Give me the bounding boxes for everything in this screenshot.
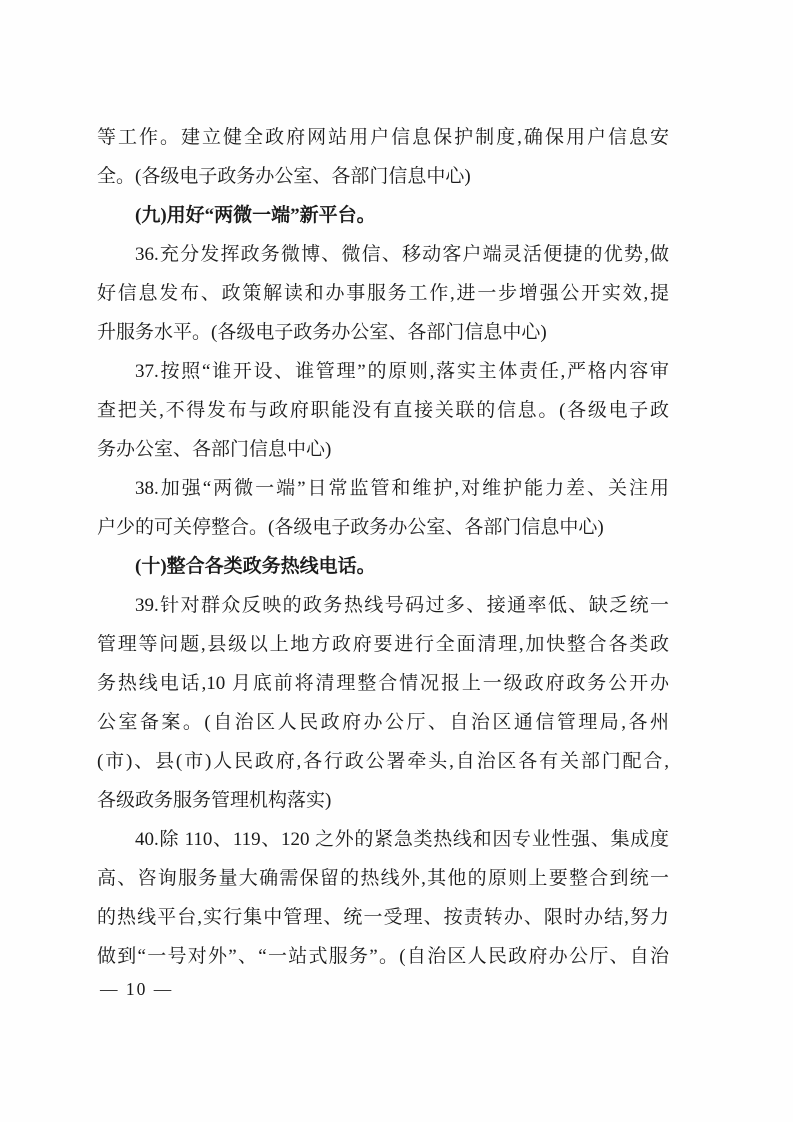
text-line: 务办公室、各部门信息中心) [97,439,332,460]
text-line: 查把关,不得发布与政府职能没有直接关联的信息。(各级电子政 [97,400,669,421]
text-line: 户少的可关停整合。(各级电子政务办公室、各部门信息中心) [97,517,604,538]
text-line: 各级政务服务管理机构落实) [97,790,332,811]
text-line: (市)、县(市)人民政府,各行政公署牵头,自治区各有关部门配合, [97,751,669,772]
text-line: 好信息发布、政策解读和办事服务工作,进一步增强公开实效,提 [97,283,669,304]
heading-line: (九)用好“两微一端”新平台。 [135,205,376,226]
text-line: 全。(各级电子政务办公室、各部门信息中心) [97,166,471,187]
text-line: 管理等问题,县级以上地方政府要进行全面清理,加快整合各类政 [97,634,669,655]
text-line: 等工作。建立健全政府网站用户信息保护制度,确保用户信息安 [97,127,669,148]
text-line: 高、咨询服务量大确需保留的热线外,其他的原则上要整合到统一 [97,868,669,889]
text-line: 公室备案。(自治区人民政府办公厅、自治区通信管理局,各州 [97,712,669,733]
document-body [97,118,669,976]
text-line: 39.针对群众反映的政务热线号码过多、接通率低、缺乏统一 [135,595,669,616]
numbered-item-38 [97,469,669,547]
section-heading-nine [97,196,669,235]
text-line: 务热线电话,10 月底前将清理整合情况报上一级政府政务公开办 [97,673,669,694]
text-line: 升服务水平。(各级电子政务办公室、各部门信息中心) [97,322,547,343]
numbered-item-37 [97,352,669,469]
page-number: — 10 — [100,979,174,999]
heading-line: (十)整合各类政务热线电话。 [135,556,376,577]
text-line: 38.加强“两微一端”日常监管和维护,对维护能力差、关注用 [135,478,669,499]
text-line: 的热线平台,实行集中管理、统一受理、按责转办、限时办结,努力 [97,907,669,928]
text-line: 37.按照“谁开设、谁管理”的原则,落实主体责任,严格内容审 [135,361,669,382]
numbered-item-40 [97,820,669,976]
text-line: 做到“一号对外”、“一站式服务”。(自治区人民政府办公厅、自治 [97,946,669,967]
numbered-item-36 [97,235,669,352]
section-heading-ten [97,547,669,586]
numbered-item-39 [97,586,669,820]
paragraph-continuation [97,118,669,196]
text-line: 40.除 110、119、120 之外的紧急类热线和因专业性强、集成度 [135,829,669,850]
text-line: 36.充分发挥政务微博、微信、移动客户端灵活便捷的优势,做 [135,244,669,265]
